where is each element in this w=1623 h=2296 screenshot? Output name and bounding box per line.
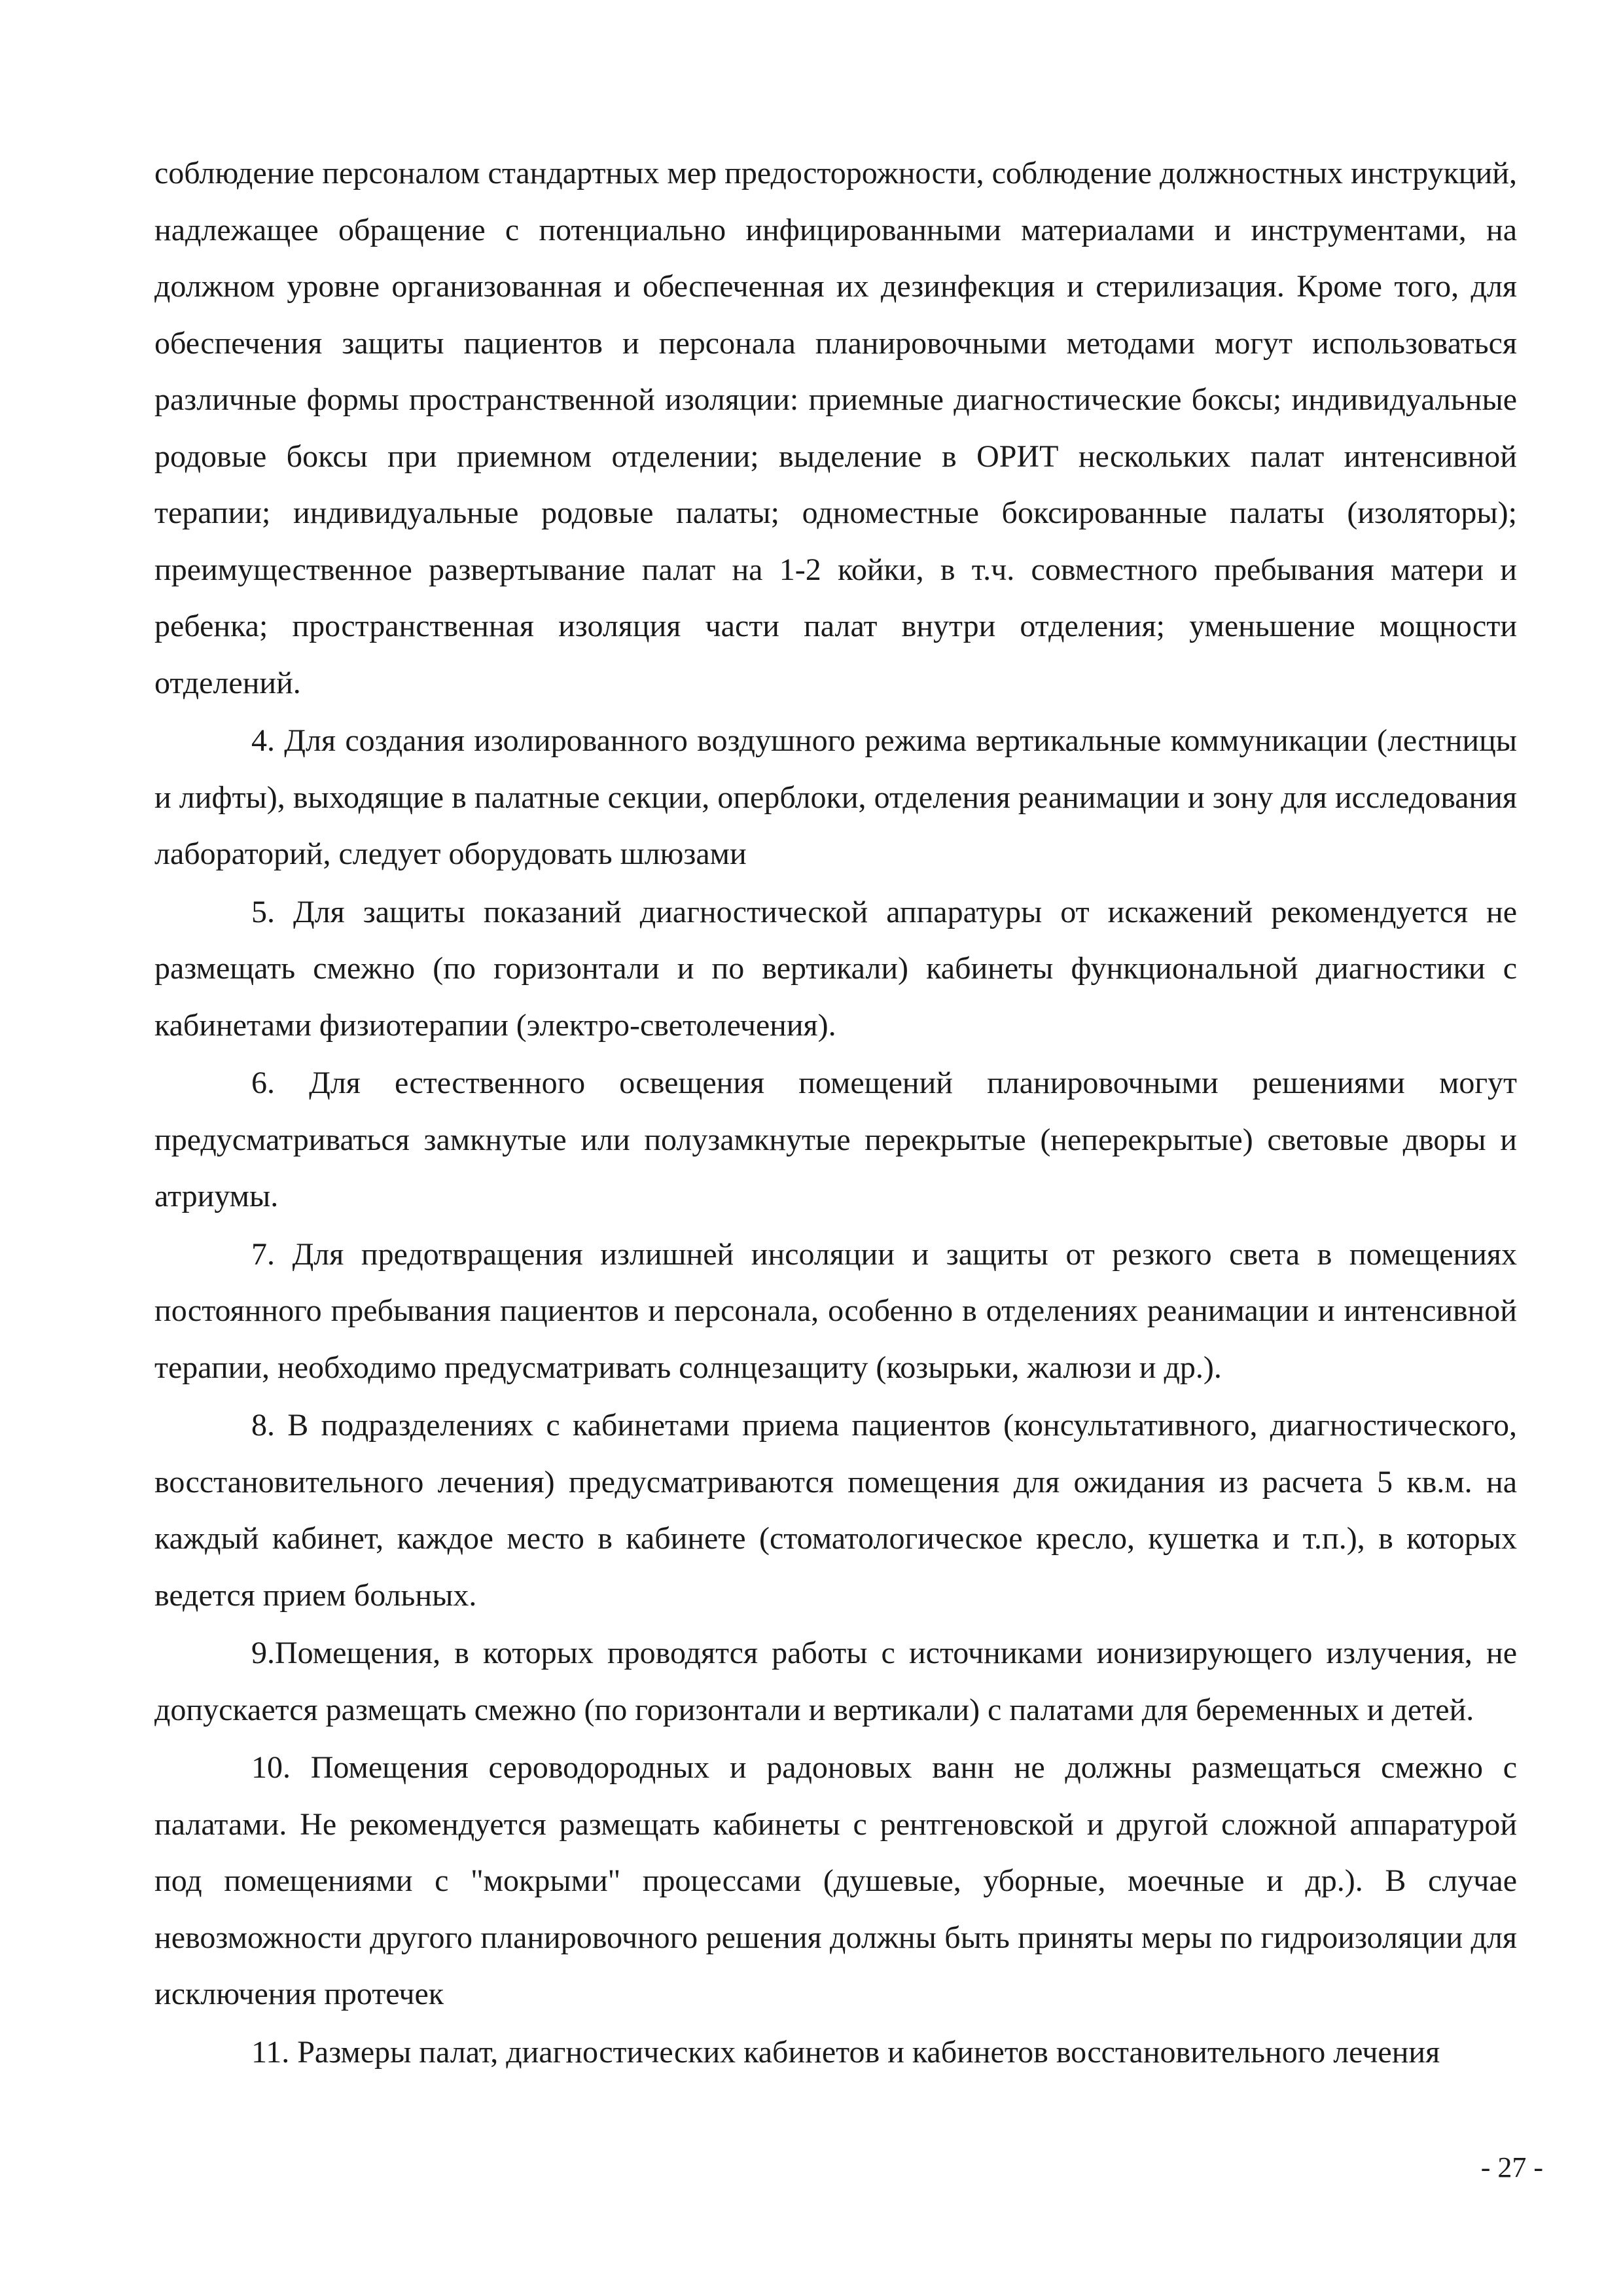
paragraph-item-6: 6. Для естественного освещения помещений планировочными решениями могут предусматриваться замкнутые или полузамкнутые перекрытые (неперекрытые) световые дворы и атриумы. [154, 1066, 1517, 1213]
paragraph-item-5: 5. Для защиты показаний диагностической аппаратуры от искажений рекомендуется не размещать смежно (по горизонтали и по вертикали) кабинеты функциональной диагностики с кабинетами физиотерапии (электро-светолечения). [154, 894, 1517, 1043]
paragraph-item-8: 8. В подразделениях с кабинетами приема пациентов (консультативного, диагностического, восстановительного лечения) предусматриваются помещения для ожидания из расчета 5 кв.м. на каждый кабинет, каждое место в кабинете (стоматологическое кресло, кушетка и т.п.), в которых ведется прием больных. [154, 1408, 1517, 1613]
paragraph-continuation: соблюдение персоналом стандартных мер предосторожности, соблюдение должностных инструкций, надлежащее обращение с потенциально инфицированными материалами и инструментами, на должном уровне организованная и обеспеченная их дезинфекция и стерилизация. Кроме того, для обеспечения защиты пациентов и персонала планировочными методами могут использоваться различные формы пространственной изоляции: приемные диагностические боксы; индивидуальные родовые боксы при приемном отделении; выделение в ОРИТ нескольких палат интенсивной терапии; индивидуальные родовые палаты; одноместные боксированные палаты (изоляторы); преимущественное развертывание палат на 1-2 койки, в т.ч. совместного пребывания матери и ребенка; пространственная изоляция части палат внутри отделения; уменьшение мощности отделений. [154, 156, 1517, 700]
paragraph-item-11: 11. Размеры палат, диагностических кабинетов и кабинетов восстановительного лечения [251, 2034, 1440, 2070]
page-number: - 27 - [1480, 2151, 1543, 2183]
document-body [154, 145, 1517, 2081]
paragraph-item-7: 7. Для предотвращения излишней инсоляции и защиты от резкого света в помещениях постоянного пребывания пациентов и персонала, особенно в отделениях реанимации и интенсивной терапии, необходимо предусматривать солнцезащиту (козырьки, жалюзи и др.). [154, 1236, 1517, 1385]
paragraph-item-4: 4. Для создания изолированного воздушного режима вертикальные коммуникации (лестницы и лифты), выходящие в палатные секции, оперблоки, отделения реанимации и зону для исследования лабораторий, следует оборудовать шлюзами [154, 723, 1517, 871]
paragraph-item-10: 10. Помещения сероводородных и радоновых ванн не должны размещаться смежно с палатами. Не рекомендуется размещать кабинеты с рентгеновской и другой сложной аппаратурой под помещениями с "мокрыми" процессами (душевые, уборные, моечные и др.). В случае невозможности другого планировочного решения должны быть приняты меры по гидроизоляции для исключения протечек [154, 1750, 1517, 2011]
paragraph-item-9: 9.Помещения, в которых проводятся работы с источниками ионизирующего излучения, не допускается размещать смежно (по горизонтали и вертикали) с палатами для беременных и детей. [154, 1636, 1517, 1727]
